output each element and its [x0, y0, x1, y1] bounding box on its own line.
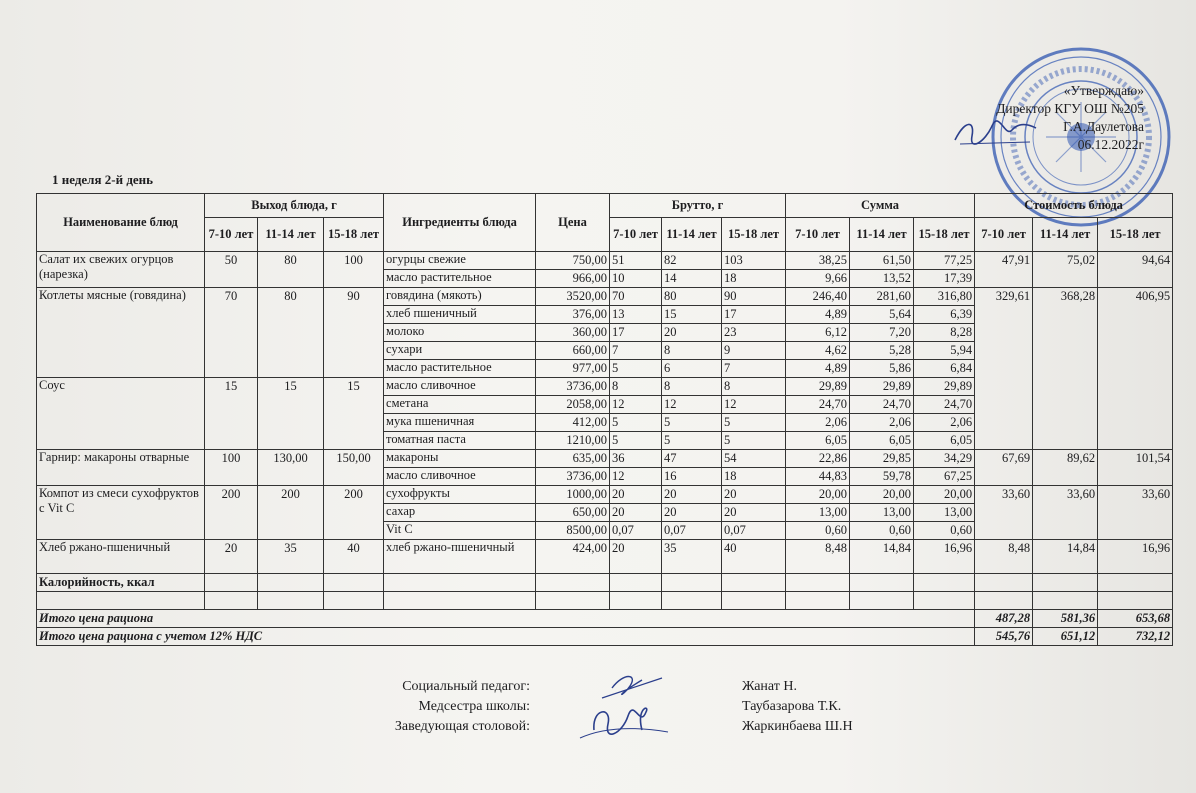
dish-yield: 90 [324, 288, 384, 378]
gross-value: 17 [610, 324, 662, 342]
empty-cell [850, 574, 914, 592]
total-value: 651,12 [1033, 628, 1098, 646]
dish-yield: 15 [258, 378, 324, 450]
header-age: 7-10 лет [205, 218, 258, 252]
sum-value: 6,84 [914, 360, 975, 378]
empty-cell [610, 574, 662, 592]
empty-row [37, 592, 1173, 610]
gross-value: 20 [662, 486, 722, 504]
header-dish-name: Наименование блюд [37, 194, 205, 252]
footer-roles [330, 677, 530, 737]
sum-value: 34,29 [914, 450, 975, 468]
empty-cell [914, 592, 975, 610]
ingredient-name: сахар [384, 504, 536, 522]
approval-date: 06.12.2022г [1077, 137, 1144, 152]
sum-value: 4,62 [786, 342, 850, 360]
gross-value: 20 [662, 504, 722, 522]
dish-name: Гарнир: макароны отварные [37, 450, 205, 486]
gross-value: 20 [662, 324, 722, 342]
sum-value: 5,94 [914, 342, 975, 360]
sum-value: 316,80 [914, 288, 975, 306]
gross-value: 70 [610, 288, 662, 306]
empty-cell [536, 592, 610, 610]
empty-cell [975, 592, 1033, 610]
name-canteen-head: Жаркинбаева Ш.Н [742, 719, 853, 734]
gross-value: 5 [722, 432, 786, 450]
sum-value: 29,89 [786, 378, 850, 396]
ingredient-price: 2058,00 [536, 396, 610, 414]
gross-value: 7 [610, 342, 662, 360]
gross-value: 5 [610, 360, 662, 378]
gross-value: 20 [610, 540, 662, 574]
sum-value: 29,85 [850, 450, 914, 468]
ingredient-name: Vit C [384, 522, 536, 540]
header-age: 7-10 лет [786, 218, 850, 252]
gross-value: 15 [662, 306, 722, 324]
sum-value: 2,06 [850, 414, 914, 432]
gross-value: 20 [610, 486, 662, 504]
table-row [37, 450, 1173, 468]
empty-cell [384, 592, 536, 610]
header-sum: Сумма [786, 194, 975, 218]
day-title: 1 неделя 2-й день [52, 172, 154, 187]
sum-value: 13,00 [850, 504, 914, 522]
footer-names [742, 677, 942, 737]
empty-cell [205, 574, 258, 592]
sum-value: 22,86 [786, 450, 850, 468]
sum-value: 246,40 [786, 288, 850, 306]
dish-yield: 100 [324, 252, 384, 288]
total-value: 581,36 [1033, 610, 1098, 628]
dish-yield: 130,00 [258, 450, 324, 486]
header-age: 11-14 лет [1033, 218, 1098, 252]
gross-value: 90 [722, 288, 786, 306]
ingredient-name: хлеб пшеничный [384, 306, 536, 324]
sum-value: 67,25 [914, 468, 975, 486]
sum-value: 29,89 [914, 378, 975, 396]
sum-value: 20,00 [786, 486, 850, 504]
ingredient-price: 424,00 [536, 540, 610, 574]
header-age: 11-14 лет [258, 218, 324, 252]
sum-value: 2,06 [914, 414, 975, 432]
gross-value: 5 [722, 414, 786, 432]
gross-value: 5 [662, 432, 722, 450]
total-row [37, 628, 1173, 646]
dish-yield: 35 [258, 540, 324, 574]
ingredient-price: 1210,00 [536, 432, 610, 450]
gross-value: 80 [662, 288, 722, 306]
gross-value: 16 [662, 468, 722, 486]
gross-value: 103 [722, 252, 786, 270]
sum-value: 24,70 [850, 396, 914, 414]
table-row [37, 288, 1173, 306]
ingredient-name: сухари [384, 342, 536, 360]
sum-value: 61,50 [850, 252, 914, 270]
ingredient-name: макароны [384, 450, 536, 468]
dish-yield: 80 [258, 288, 324, 378]
gross-value: 12 [610, 396, 662, 414]
empty-cell [1098, 592, 1173, 610]
name-social-teacher: Жанат Н. [742, 679, 797, 694]
gross-value: 82 [662, 252, 722, 270]
dish-yield: 200 [324, 486, 384, 540]
sum-value: 9,66 [786, 270, 850, 288]
dish-cost: 14,84 [1033, 540, 1098, 574]
empty-cell [786, 592, 850, 610]
total-value: 487,28 [975, 610, 1033, 628]
dish-cost: 33,60 [975, 486, 1033, 540]
gross-value: 35 [662, 540, 722, 574]
empty-cell [914, 574, 975, 592]
gross-value: 13 [610, 306, 662, 324]
gross-value: 8 [662, 378, 722, 396]
dish-cost: 75,02 [1033, 252, 1098, 288]
total-label: Итого цена рациона [37, 610, 975, 628]
ingredient-name: масло растительное [384, 360, 536, 378]
empty-cell [850, 592, 914, 610]
calories-row [37, 574, 1173, 592]
gross-value: 18 [722, 468, 786, 486]
ingredient-price: 1000,00 [536, 486, 610, 504]
sum-value: 13,00 [914, 504, 975, 522]
empty-cell [610, 592, 662, 610]
sum-value: 6,05 [786, 432, 850, 450]
sum-value: 20,00 [850, 486, 914, 504]
sum-value: 0,60 [850, 522, 914, 540]
empty-cell [1033, 592, 1098, 610]
header-age: 7-10 лет [975, 218, 1033, 252]
header-cost: Стоимость блюда [975, 194, 1173, 218]
gross-value: 51 [610, 252, 662, 270]
sum-value: 5,28 [850, 342, 914, 360]
dish-yield: 200 [258, 486, 324, 540]
ingredient-name: хлеб ржано-пшеничный [384, 540, 536, 574]
dish-cost: 33,60 [1098, 486, 1173, 540]
empty-cell [722, 574, 786, 592]
header-ingredients: Ингредиенты блюда [384, 194, 536, 252]
sum-value: 6,12 [786, 324, 850, 342]
dish-cost: 16,96 [1098, 540, 1173, 574]
gross-value: 8 [722, 378, 786, 396]
empty-cell [37, 592, 205, 610]
ingredient-name: сухофрукты [384, 486, 536, 504]
ingredient-price: 376,00 [536, 306, 610, 324]
sum-value: 0,60 [914, 522, 975, 540]
calories-label: Калорийность, ккал [37, 574, 205, 592]
dish-cost: 33,60 [1033, 486, 1098, 540]
total-label: Итого цена рациона с учетом 12% НДС [37, 628, 975, 646]
dish-yield: 20 [205, 540, 258, 574]
dish-name: Салат их свежих огурцов (нарезка) [37, 252, 205, 288]
sum-value: 6,39 [914, 306, 975, 324]
sum-value: 4,89 [786, 306, 850, 324]
empty-cell [975, 574, 1033, 592]
dish-name: Соус [37, 378, 205, 450]
gross-value: 9 [722, 342, 786, 360]
dish-yield: 40 [324, 540, 384, 574]
empty-cell [324, 592, 384, 610]
empty-cell [662, 574, 722, 592]
dish-yield: 200 [205, 486, 258, 540]
ingredient-price: 977,00 [536, 360, 610, 378]
dish-cost: 329,61 [975, 288, 1033, 450]
header-age: 11-14 лет [662, 218, 722, 252]
gross-value: 12 [722, 396, 786, 414]
sum-value: 7,20 [850, 324, 914, 342]
sum-value: 29,89 [850, 378, 914, 396]
ingredient-price: 635,00 [536, 450, 610, 468]
dish-yield: 80 [258, 252, 324, 288]
role-social-teacher: Социальный педагог: [402, 679, 530, 694]
dish-cost: 101,54 [1098, 450, 1173, 486]
approval-position: Директор КГУ ОШ №205 [996, 101, 1144, 116]
approval-title: «Утверждаю» [1063, 83, 1144, 98]
dish-yield: 15 [324, 378, 384, 450]
ingredient-name: масло сливочное [384, 378, 536, 396]
total-value: 732,12 [1098, 628, 1173, 646]
sum-value: 8,28 [914, 324, 975, 342]
gross-value: 5 [662, 414, 722, 432]
sum-value: 14,84 [850, 540, 914, 574]
gross-value: 6 [662, 360, 722, 378]
header-price: Цена [536, 194, 610, 252]
gross-value: 5 [610, 432, 662, 450]
ingredient-name: говядина (мякоть) [384, 288, 536, 306]
gross-value: 20 [722, 486, 786, 504]
total-value: 545,76 [975, 628, 1033, 646]
gross-value: 18 [722, 270, 786, 288]
ingredient-name: масло сливочное [384, 468, 536, 486]
ingredient-price: 3520,00 [536, 288, 610, 306]
dish-name: Котлеты мясные (говядина) [37, 288, 205, 378]
gross-value: 36 [610, 450, 662, 468]
table-row [37, 540, 1173, 574]
dish-cost: 67,69 [975, 450, 1033, 486]
ingredient-name: огурцы свежие [384, 252, 536, 270]
gross-value: 7 [722, 360, 786, 378]
role-canteen-head: Заведующая столовой: [394, 719, 530, 734]
empty-cell [662, 592, 722, 610]
ingredient-price: 650,00 [536, 504, 610, 522]
ingredient-name: молоко [384, 324, 536, 342]
role-nurse: Медсестра школы: [418, 699, 530, 714]
sum-value: 0,60 [786, 522, 850, 540]
gross-value: 20 [610, 504, 662, 522]
gross-value: 8 [610, 378, 662, 396]
empty-cell [1098, 574, 1173, 592]
sum-value: 24,70 [914, 396, 975, 414]
ingredient-price: 966,00 [536, 270, 610, 288]
sum-value: 44,83 [786, 468, 850, 486]
sum-value: 59,78 [850, 468, 914, 486]
menu-table [36, 193, 1173, 646]
gross-value: 12 [662, 396, 722, 414]
sum-value: 6,05 [914, 432, 975, 450]
gross-value: 17 [722, 306, 786, 324]
empty-cell [258, 574, 324, 592]
dish-cost: 406,95 [1098, 288, 1173, 450]
sum-value: 281,60 [850, 288, 914, 306]
dish-yield: 150,00 [324, 450, 384, 486]
header-age: 11-14 лет [850, 218, 914, 252]
empty-cell [786, 574, 850, 592]
approval-block [904, 82, 1144, 154]
sum-value: 5,64 [850, 306, 914, 324]
staff-signature-icon [572, 668, 672, 744]
gross-value: 10 [610, 270, 662, 288]
sum-value: 5,86 [850, 360, 914, 378]
ingredient-price: 660,00 [536, 342, 610, 360]
sum-value: 13,00 [786, 504, 850, 522]
dish-yield: 70 [205, 288, 258, 378]
header-age: 15-18 лет [324, 218, 384, 252]
dish-name: Компот из смеси сухофруктов с Vit C [37, 486, 205, 540]
header-age: 15-18 лет [914, 218, 975, 252]
ingredient-name: масло растительное [384, 270, 536, 288]
gross-value: 0,07 [722, 522, 786, 540]
empty-cell [384, 574, 536, 592]
empty-cell [536, 574, 610, 592]
gross-value: 14 [662, 270, 722, 288]
total-row [37, 610, 1173, 628]
gross-value: 23 [722, 324, 786, 342]
ingredient-price: 3736,00 [536, 468, 610, 486]
sum-value: 20,00 [914, 486, 975, 504]
dish-cost: 368,28 [1033, 288, 1098, 450]
sum-value: 24,70 [786, 396, 850, 414]
gross-value: 0,07 [610, 522, 662, 540]
approval-name: Г.А.Даулетова [1063, 119, 1144, 134]
sum-value: 17,39 [914, 270, 975, 288]
gross-value: 0,07 [662, 522, 722, 540]
sum-value: 4,89 [786, 360, 850, 378]
ingredient-price: 8500,00 [536, 522, 610, 540]
ingredient-price: 412,00 [536, 414, 610, 432]
table-row [37, 252, 1173, 270]
header-gross: Брутто, г [610, 194, 786, 218]
empty-cell [1033, 574, 1098, 592]
sum-value: 16,96 [914, 540, 975, 574]
dish-cost: 47,91 [975, 252, 1033, 288]
dish-yield: 50 [205, 252, 258, 288]
dish-yield: 15 [205, 378, 258, 450]
empty-cell [324, 574, 384, 592]
empty-cell [258, 592, 324, 610]
sum-value: 38,25 [786, 252, 850, 270]
name-nurse: Таубазарова Т.К. [742, 699, 842, 714]
ingredient-price: 3736,00 [536, 378, 610, 396]
empty-cell [722, 592, 786, 610]
dish-cost: 94,64 [1098, 252, 1173, 288]
dish-cost: 8,48 [975, 540, 1033, 574]
dish-cost: 89,62 [1033, 450, 1098, 486]
sum-value: 8,48 [786, 540, 850, 574]
gross-value: 40 [722, 540, 786, 574]
table-row [37, 486, 1173, 504]
ingredient-price: 750,00 [536, 252, 610, 270]
empty-cell [205, 592, 258, 610]
gross-value: 12 [610, 468, 662, 486]
sum-value: 13,52 [850, 270, 914, 288]
gross-value: 5 [610, 414, 662, 432]
total-value: 653,68 [1098, 610, 1173, 628]
gross-value: 20 [722, 504, 786, 522]
ingredient-name: томатная паста [384, 432, 536, 450]
gross-value: 54 [722, 450, 786, 468]
sum-value: 2,06 [786, 414, 850, 432]
header-age: 15-18 лет [722, 218, 786, 252]
gross-value: 8 [662, 342, 722, 360]
ingredient-price: 360,00 [536, 324, 610, 342]
sum-value: 6,05 [850, 432, 914, 450]
sum-value: 77,25 [914, 252, 975, 270]
header-yield: Выход блюда, г [205, 194, 384, 218]
dish-yield: 100 [205, 450, 258, 486]
header-age: 15-18 лет [1098, 218, 1173, 252]
gross-value: 47 [662, 450, 722, 468]
ingredient-name: сметана [384, 396, 536, 414]
dish-name: Хлеб ржано-пшеничный [37, 540, 205, 574]
header-age: 7-10 лет [610, 218, 662, 252]
ingredient-name: мука пшеничная [384, 414, 536, 432]
